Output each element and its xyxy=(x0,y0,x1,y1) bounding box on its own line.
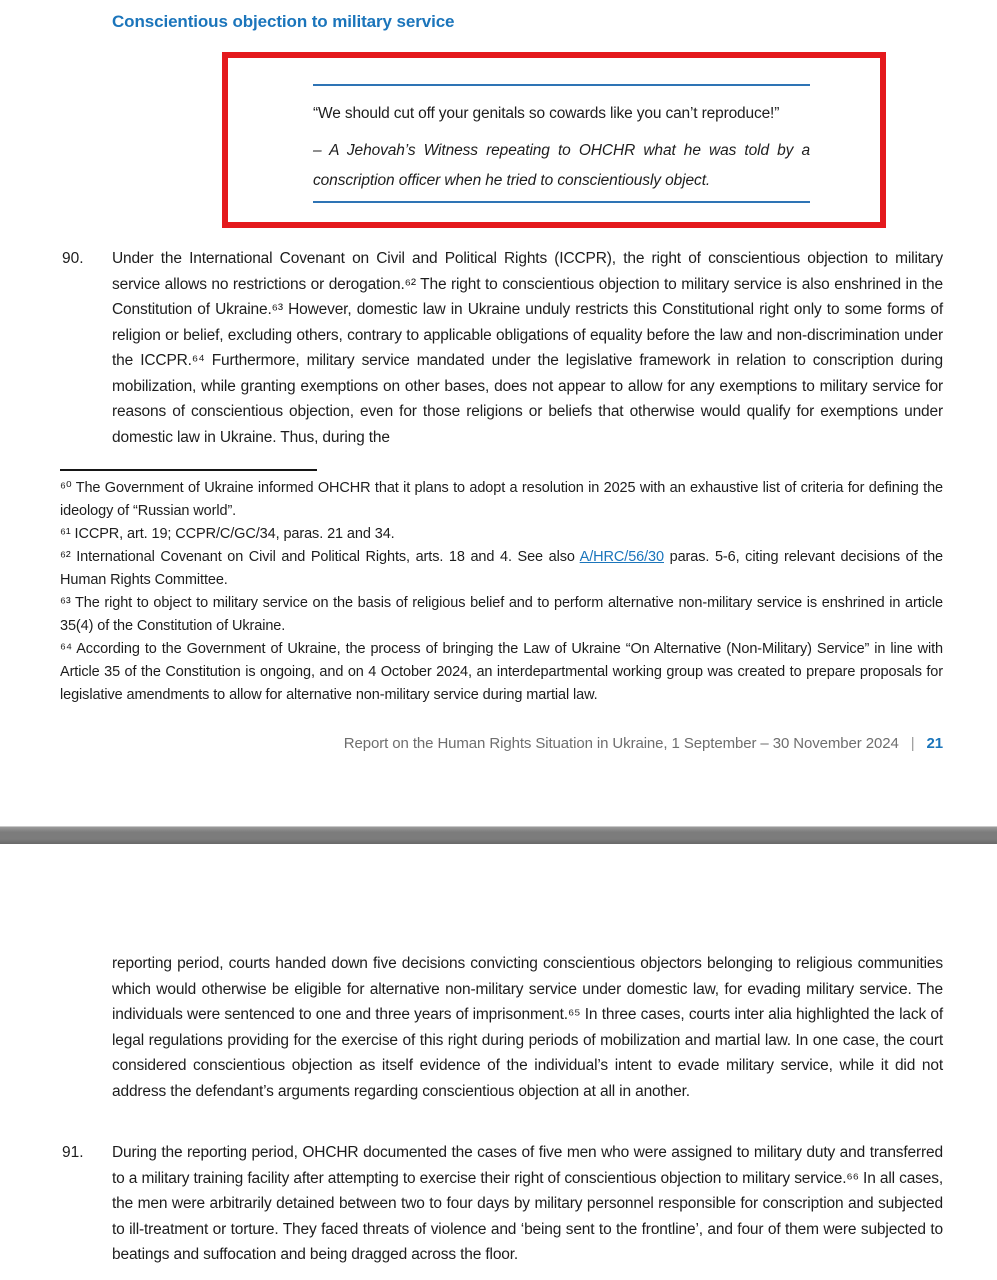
footnote-62 xyxy=(60,546,943,592)
footnote-63: ⁶³ The right to object to military service on the basis of religious belief and to perform alternative non-military service is enshrined in article 35(4) of the Constitution of Ukraine. xyxy=(60,595,943,634)
footnote-62-after: paras. 5-6, citing relevant decisions of the Human Rights Committee. xyxy=(60,549,944,588)
footnote-61: ⁶¹ ICCPR, art. 19; CCPR/C/GC/34, paras. 21 and 34. xyxy=(60,526,395,542)
paragraph-90-continuation: reporting period, courts handed down five decisions convicting conscientious objectors belonging to religious communities which would otherwise be eligible for alternative non-military service under domestic law, for evading military service. The individuals were sentenced to one and three years of imprisonment.⁶⁵ In three cases, courts inter alia highlighted the lack of legal regulations providing for the exercise of this right during periods of mobilization and martial law. In one case, the court considered conscientious objection as itself evidence of the individual’s intent to evade military service, while it did not address the defendant’s arguments regarding conscientious objection at all in another. xyxy=(112,955,943,1100)
footnote-64: ⁶⁴ According to the Government of Ukraine, the process of bringing the Law of Ukraine “On Alternative (Non-Military) Service” in line with Article 35 of the Constitution is ongoing, and on 4 October 2024, an interdepartmental working group was created to prepare proposals for legislative amendments to allow for alternative non-military service during martial law. xyxy=(60,641,943,703)
quote-highlight-box xyxy=(222,52,886,228)
paragraph-90-text: Under the International Covenant on Civil and Political Rights (ICCPR), the right of conscientious objection to military service allows no restrictions or derogation.⁶² The right to conscientious objection to military service is also enshrined in the Constitution of Ukraine.⁶³ However, domestic law in Ukraine unduly restricts this Constitutional right only to some forms of religion or belief, excluding others, contrary to applicable obligations of equality before the law and non-discrimination under the ICCPR.⁶⁴ Furthermore, military service mandated under the legislative framework in relation to conscription during mobilization, while granting exemptions on other bases, does not appear to allow for any exemptions to military service for reasons of conscientious objection, even for those religions or beliefs that otherwise would qualify for exemptions under domestic law in Ukraine. Thus, during the xyxy=(112,250,943,446)
footnote-62-link[interactable]: A/HRC/56/30 xyxy=(579,549,664,565)
footnote-60: ⁶⁰ The Government of Ukraine informed OHCHR that it plans to adopt a resolution in 2025 with an exhaustive list of criteria for defining the ideology of “Russian world”. xyxy=(60,480,943,519)
section-heading: Conscientious objection to military service xyxy=(112,12,455,31)
quote-rule-top xyxy=(313,84,810,86)
paragraph-91 xyxy=(62,1140,943,1268)
quote-block xyxy=(313,84,810,203)
paragraph-90-number: 90. xyxy=(62,250,84,267)
quote-text: “We should cut off your genitals so cowards like you can’t reproduce!” xyxy=(313,105,780,122)
quote-rule-bottom xyxy=(313,201,810,203)
page-footer xyxy=(344,735,943,752)
page-break-bar xyxy=(0,826,997,844)
quote-attribution: – A Jehovah’s Witness repeating to OHCHR what he was told by a conscription officer when he tried to conscientiously object. xyxy=(313,142,810,189)
paragraph-91-number: 91. xyxy=(62,1144,84,1161)
paragraph-91-text: During the reporting period, OHCHR documented the cases of five men who were assigned to military duty and transferred to a military training facility after attempting to exercise their right of conscientious objection to military service.⁶⁶ In all cases, the men were arbitrarily detained between two to four days by military personnel responsible for conscription and subjected to ill-treatment or torture. They faced threats of violence and ‘being sent to the frontline’, and four of them were subjected to beatings and suffocation and being dragged across the floor. xyxy=(112,1144,943,1263)
footnote-divider xyxy=(60,469,317,471)
footer-separator: | xyxy=(910,735,915,752)
footnote-62-before: ⁶² International Covenant on Civil and Political Rights, arts. 18 and 4. See also xyxy=(60,549,580,565)
footnotes-section xyxy=(60,477,943,707)
paragraph-90 xyxy=(62,246,943,450)
footer-text: Report on the Human Rights Situation in Ukraine, 1 September – 30 November 2024 xyxy=(343,735,899,752)
footer-page-number: 21 xyxy=(926,735,943,752)
